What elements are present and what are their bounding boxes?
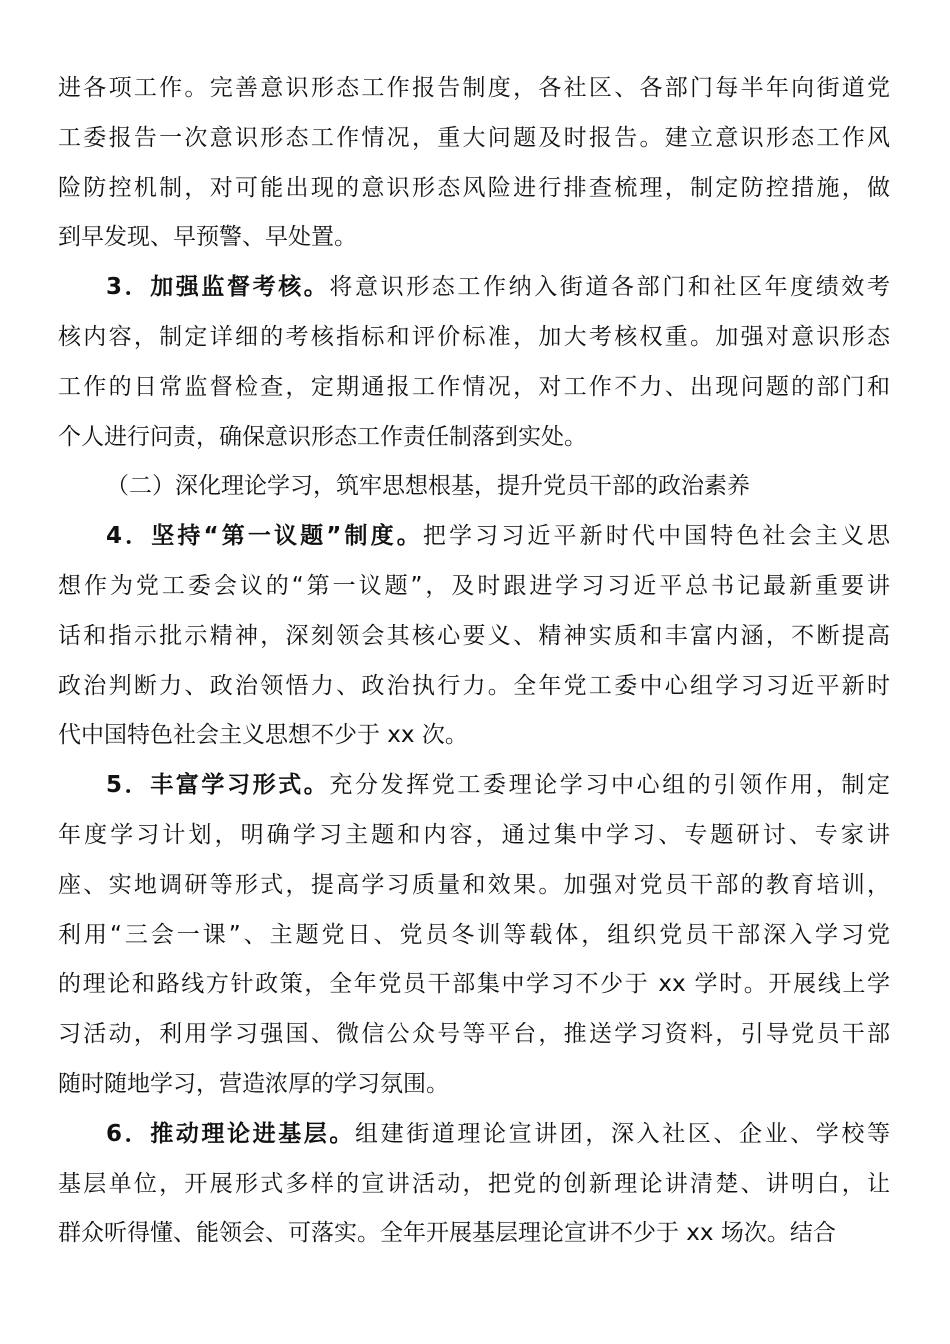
paragraph [58, 462, 890, 512]
text-line [58, 1060, 890, 1110]
text-line [58, 512, 890, 562]
text-line [58, 213, 890, 263]
text-line [58, 1209, 890, 1259]
paragraph [58, 64, 890, 263]
paragraph [58, 263, 890, 462]
line-text: 将意识形态工作纳入街道各部门和社区年度绩效考 [329, 274, 890, 301]
text-line [58, 662, 890, 712]
line-text: 基层单位，开展形式多样的宣讲活动，把党的创新理论讲清楚、讲明白，让 [58, 1170, 890, 1197]
item-heading: 6．推动理论进基层。 [106, 1120, 355, 1147]
text-line [58, 363, 890, 413]
line-text: 工委报告一次意识形态工作情况，重大问题及时报告。建立意识形态工作风 [58, 124, 890, 151]
line-text: 工作的日常监督检查，定期通报工作情况，对工作不力、出现问题的部门和 [58, 373, 890, 400]
line-text: 习活动，利用学习强国、微信公众号等平台，推送学习资料，引导党员干部 [58, 1021, 890, 1048]
text-line [58, 811, 890, 861]
text-line [58, 761, 890, 811]
item-heading: 4．坚持“第一议题”制度。 [106, 523, 423, 550]
line-text: 到早发现、早预警、早处置。 [58, 224, 357, 251]
line-text: 个人进行问责，确保意识形态工作责任制落到实处。 [58, 423, 587, 450]
line-text: 年度学习计划，明确学习主题和内容，通过集中学习、专题研讨、专家讲 [58, 821, 890, 848]
line-text: （二）深化理论学习，筑牢思想根基，提升党员干部的政治素养 [106, 473, 750, 500]
text-line [58, 711, 890, 761]
text-line [58, 164, 890, 214]
item-heading: 5．丰富学习形式。 [106, 772, 330, 799]
line-text: 想作为党工委会议的“第一议题”，及时跟进学习习近平总书记最新重要讲 [58, 572, 890, 599]
text-line [58, 1160, 890, 1210]
line-text: 进各项工作。完善意识形态工作报告制度，各社区、各部门每半年向街道党 [58, 75, 890, 101]
line-text: 把学习习近平新时代中国特色社会主义思 [422, 523, 890, 550]
line-text: 群众听得懂、能领会、可落实。全年开展基层理论宣讲不少于 xx 场次。结合 [58, 1220, 836, 1247]
line-text: 代中国特色社会主义思想不少于 xx 次。 [58, 722, 468, 749]
line-text: 险防控机制，对可能出现的意识形态风险进行排查梳理，制定防控措施，做 [58, 174, 890, 201]
line-text: 政治判断力、政治领悟力、政治执行力。全年党工委中心组学习习近平新时 [58, 672, 890, 699]
paragraph [58, 761, 890, 1110]
line-text: 核内容，制定详细的考核指标和评价标准，加大考核权重。加强对意识形态 [58, 323, 890, 350]
item-heading: 3．加强监督考核。 [106, 274, 330, 301]
paragraph [58, 512, 890, 761]
text-line [58, 1110, 890, 1160]
line-text: 座、实地调研等形式，提高学习质量和效果。加强对党员干部的教育培训， [58, 871, 890, 898]
text-line [58, 413, 890, 463]
text-line [58, 313, 890, 363]
document-page [58, 64, 890, 1259]
line-text: 充分发挥党工委理论学习中心组的引领作用，制定 [329, 772, 890, 799]
text-line [58, 64, 890, 114]
line-text: 话和指示批示精神，深刻领会其核心要义、精神实质和丰富内涵，不断提高 [58, 622, 890, 649]
line-text: 随时随地学习，营造浓厚的学习氛围。 [58, 1070, 449, 1097]
text-line [58, 263, 890, 313]
line-text: 的理论和路线方针政策，全年党员干部集中学习不少于 xx 学时。开展线上学 [58, 971, 890, 998]
line-text: 组建街道理论宣讲团，深入社区、企业、学校等 [355, 1120, 890, 1147]
text-line [58, 960, 890, 1010]
text-line [58, 861, 890, 911]
text-line [58, 1010, 890, 1060]
text-line [58, 911, 890, 961]
text-line [58, 562, 890, 612]
line-text: 利用“三会一课”、主题党日、党员冬训等载体，组织党员干部深入学习党 [58, 921, 890, 948]
text-line [58, 462, 890, 512]
text-line [58, 114, 890, 164]
text-line [58, 612, 890, 662]
paragraph [58, 1110, 890, 1259]
